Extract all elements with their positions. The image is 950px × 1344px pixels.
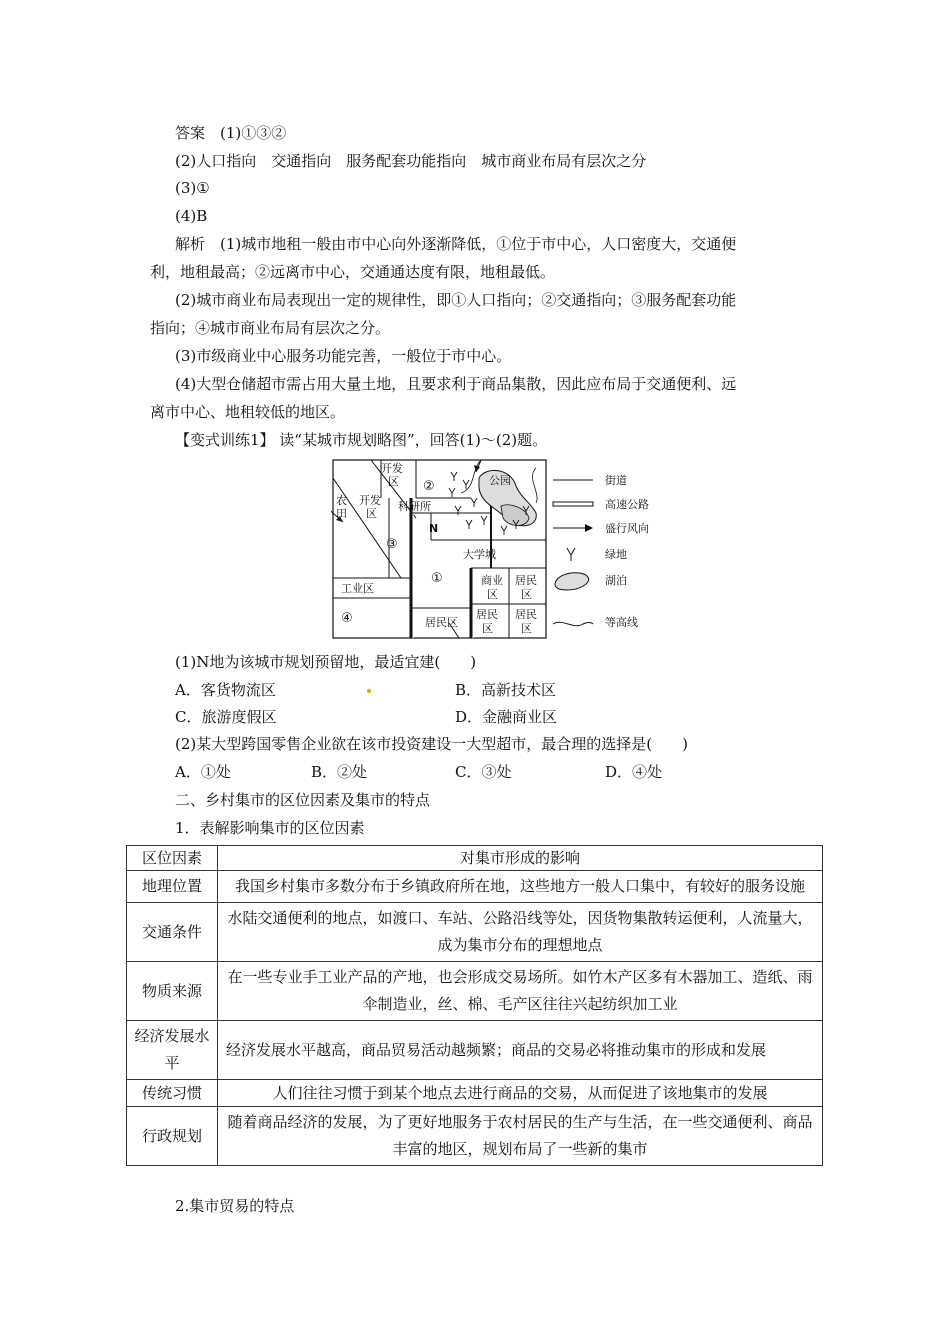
question-1: (1)N地为该城市规划预留地，最适宜建( ) <box>175 653 477 671</box>
map-label-jumin-1b: 区 <box>521 588 532 601</box>
analysis-line-3: (2)城市商业布局表现出一定的规律性，即①人口指向；②交通指向；③服务配套功能 <box>175 291 737 309</box>
map-label-shangye-b: 区 <box>487 588 498 601</box>
answer-line-2: (2)人口指向 交通指向 服务配套功能指向 城市商业布局有层次之分 <box>175 152 647 170</box>
map-label-circle-4: ④ <box>341 611 353 626</box>
lake-icon <box>555 573 589 590</box>
map-label-daxue: 大学城 <box>463 548 496 561</box>
map-label-gongye: 工业区 <box>341 582 374 595</box>
map-label-shangye: 商业 <box>481 574 503 587</box>
stray-mark <box>367 689 371 693</box>
map-label-jumin-1: 居民 <box>515 574 537 587</box>
table-cell-effect: 水陆交通便利的地点，如渡口、车站、公路沿线等处，因货物集散转运便利，人流量大，成为集市分布的理想地点 <box>218 903 823 962</box>
table-row <box>127 962 823 1021</box>
legend-lake: 湖泊 <box>605 574 627 587</box>
green-icon <box>567 548 575 561</box>
q2-option-b[interactable]: B．②处 <box>311 763 368 781</box>
wind-arrow-icon <box>585 524 593 532</box>
table-cell-factor: 经济发展水平 <box>127 1021 218 1080</box>
map-label-jumin-3b: 区 <box>521 622 532 635</box>
legend-green: 绿地 <box>605 548 627 561</box>
map-label-tian: 田 <box>336 507 347 520</box>
map-label-kaifa-1b: 区 <box>388 475 399 488</box>
legend-wind: 盛行风向 <box>605 522 649 535</box>
table-header-factor: 区位因素 <box>127 846 218 871</box>
map-label-gongyuan: 公园 <box>489 474 511 487</box>
table-header-row <box>127 846 823 871</box>
table-row <box>127 1107 823 1166</box>
location-factors-table <box>126 845 823 1166</box>
q1-option-a[interactable]: A．客货物流区 <box>175 681 276 699</box>
section-2-sub-2: 2.集市贸易的特点 <box>175 1197 295 1215</box>
table-cell-effect: 随着商品经济的发展，为了更好地服务于农村居民的生产与生活，在一些交通便利、商品丰富的地区，规划布局了一些新的集市 <box>218 1107 823 1166</box>
answer-line-4: (4)B <box>175 207 208 225</box>
analysis-line-4: 指向；④城市商业布局有层次之分。 <box>150 319 391 337</box>
answer-line-3: (3)① <box>175 179 210 197</box>
table-cell-effect: 经济发展水平越高，商品贸易活动越频繁；商品的交易必将推动集市的形成和发展 <box>218 1021 823 1080</box>
section-2-heading: 二、乡村集市的区位因素及集市的特点 <box>175 791 431 809</box>
map-label-jumin-2: 居民 <box>476 608 498 621</box>
map-label-nong: 农 <box>336 494 347 507</box>
map-label-circle-1: ① <box>431 571 443 586</box>
table-cell-effect: 我国乡村集市多数分布于乡镇政府所在地，这些地方一般人口集中，有较好的服务设施 <box>218 871 823 903</box>
analysis-line-2: 利，地租最高；②远离市中心，交通通达度有限，地租最低。 <box>150 263 556 281</box>
map-label-keyan: 科研所 <box>398 500 431 513</box>
map-label-jumin-3: 居民 <box>515 608 537 621</box>
q1-option-d[interactable]: D．金融商业区 <box>455 708 558 726</box>
map-label-n: N <box>429 522 439 535</box>
map-label-kaifa-2b: 区 <box>366 507 377 520</box>
map-label-circle-3: ③ <box>386 537 398 552</box>
legend-street: 街道 <box>605 474 627 487</box>
table-cell-factor: 行政规划 <box>127 1107 218 1166</box>
table-row <box>127 1080 823 1107</box>
table-row <box>127 903 823 962</box>
table-cell-factor: 地理位置 <box>127 871 218 903</box>
legend-highway: 高速公路 <box>605 498 649 511</box>
table-cell-effect: 在一些专业手工业产品的产地，也会形成交易场所。如竹木产区多有木器加工、造纸、雨伞制造业，丝、棉、毛产区往往兴起纺织加工业 <box>218 962 823 1021</box>
table-cell-factor: 交通条件 <box>127 903 218 962</box>
map-label-circle-2: ② <box>423 479 435 494</box>
question-2: (2)某大型跨国零售企业欲在该市投资建设一大型超市，最合理的选择是( ) <box>175 735 688 753</box>
table-cell-factor: 传统习惯 <box>127 1080 218 1107</box>
analysis-line-1: 解析 (1)城市地租一般由市中心向外逐渐降低，①位于市中心，人口密度大，交通便 <box>175 235 737 253</box>
analysis-line-7: 离市中心、地租较低的地区。 <box>150 403 346 421</box>
q1-option-c[interactable]: C．旅游度假区 <box>175 708 277 726</box>
contour-icon <box>553 622 593 625</box>
analysis-line-5: (3)市级商业中心服务功能完善，一般位于市中心。 <box>175 347 512 365</box>
section-2-sub-1: 1．表解影响集市的区位因素 <box>175 819 365 837</box>
q2-option-a[interactable]: A．①处 <box>175 763 231 781</box>
legend-contour: 等高线 <box>605 616 638 629</box>
map-label-jumin-2b: 区 <box>482 622 493 635</box>
table-cell-effect: 人们往往习惯于到某个地点去进行商品的交易，从而促进了该地集市的发展 <box>218 1080 823 1107</box>
map-label-jumin-4: 居民区 <box>425 616 458 629</box>
q2-option-d[interactable]: D．④处 <box>605 763 663 781</box>
city-planning-map <box>331 458 661 640</box>
table-row <box>127 871 823 903</box>
exercise-intro: 【变式训练1】 读“某城市规划略图”，回答(1)～(2)题。 <box>175 431 548 449</box>
map-label-kaifa-2: 开发 <box>359 494 381 507</box>
q1-option-b[interactable]: B．高新技术区 <box>455 681 557 699</box>
answer-line-1: 答案 (1)①③② <box>175 124 287 142</box>
table-header-effect: 对集市形成的影响 <box>218 846 823 871</box>
q2-option-c[interactable]: C．③处 <box>455 763 512 781</box>
table-row <box>127 1021 823 1080</box>
table-cell-factor: 物质来源 <box>127 962 218 1021</box>
analysis-line-6: (4)大型仓储超市需占用大量土地，且要求利于商品集散，因此应布局于交通便利、远 <box>175 375 737 393</box>
map-label-kaifa-1: 开发 <box>381 462 403 475</box>
